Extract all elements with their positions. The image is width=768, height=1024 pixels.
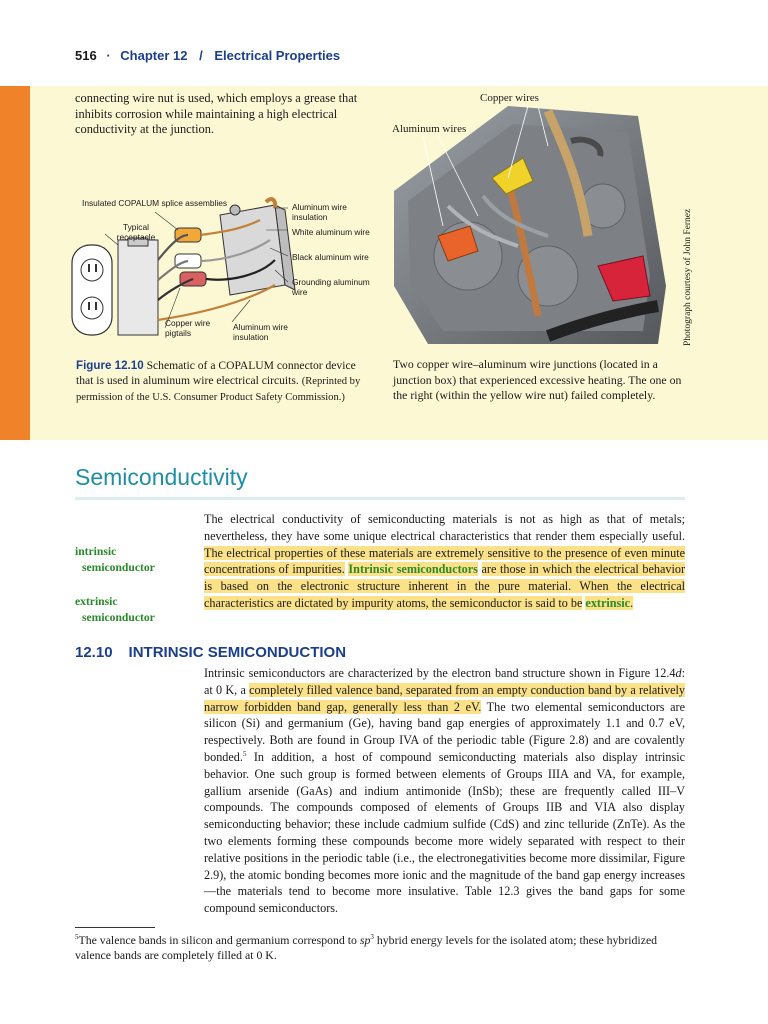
p1-period: . — [630, 595, 634, 610]
label-grounding: Grounding aluminum wire — [292, 277, 370, 297]
footnote-sup: 3 — [370, 933, 374, 942]
margin-term-intrinsic-semiconductor: semiconductor — [82, 561, 155, 574]
footnote-rule — [75, 927, 155, 928]
label-copper-pigtails: Copper wire pigtails — [165, 318, 211, 338]
chapter-title: Electrical Properties — [214, 48, 341, 63]
footnote-text-b: hybrid energy levels for the isolated atom; these hybridized valence bands are completely filled at 0 K. — [75, 933, 658, 962]
subsection-heading — [75, 644, 346, 661]
label-typical-receptacle: Typical receptacle — [116, 222, 156, 242]
figure-caption — [76, 358, 376, 405]
intro-paragraph: connecting wire nut is used, which employs a grease that inhibits corrosion while maintaining a high electrical conductivity at the junction. — [75, 91, 358, 136]
margin-term-intrinsic: intrinsic — [75, 545, 117, 558]
p2-figure-letter: d — [675, 666, 682, 680]
margin-term-extrinsic-semiconductor: semiconductor — [82, 611, 155, 624]
margin-term-extrinsic: extrinsic — [75, 595, 118, 608]
p1-highlight-b: The electrical properties of these materials are extremely sensitive to the presence of even minute concentrations of impurities. — [204, 545, 685, 577]
photo-caption: Two copper wire–aluminum wire junctions (located in a junction box) that experienced excessive heating. The one on the right (within the yellow wire nut) failed completely. — [393, 357, 682, 402]
footnote-mark: 5 — [75, 933, 79, 942]
section-title: Semiconductivity — [75, 464, 248, 490]
p1-text-a: The electrical conductivity of semiconducting materials is not as high as that of metals; nevertheless, they have some unique electrical characteristics that render them especially useful. — [204, 512, 685, 543]
p2-text-c: The two elemental semiconductors are silicon (Si) and germanium (Ge), having band gap energies of approximately 1.1 and 0.7 eV, respectively. Both are found in Group IVA of the periodic table (Figure 2.8) and are covalently bonded. — [204, 699, 685, 764]
figure-caption-text: Schematic of a COPALUM connector device that is used in aluminum wire electrical circuits. — [76, 359, 356, 387]
label-aluminum-wires: Aluminum wires — [392, 123, 467, 135]
p1-highlight-d: are those in which the electrical behavior is based on the electronic structure inherent in the pure material. When the electrical characteristics are dictated by impurity atoms, the semiconductor is said to be — [204, 562, 686, 610]
p1-term-extrinsic: extrinsic — [585, 595, 631, 610]
footnote — [75, 933, 685, 963]
p2-highlight: completely filled valence band, separated from an empty conduction band by a relatively narrow forbidden band gap, generally less than 2 eV. — [204, 682, 686, 714]
copalum-schematic — [70, 190, 370, 350]
label-copalum: Insulated COPALUM splice assemblies — [82, 198, 228, 208]
chapter-label: Chapter 12 — [120, 48, 188, 63]
subsection-title: INTRINSIC SEMICONDUCTION — [128, 644, 347, 661]
p2-text-e: In addition, a host of compound semiconducting materials also display intrinsic behavior. One such group is formed between elements of Groups IIIA and VA, for example, gallium arsenide (GaAs) and indium antimonide (InSb); these are frequently called III–V compounds. The compounds composed of elements of Groups IIB and VIA also display semiconducting behavior; these include cadmium sulfide (CdS) and zinc telluride (ZnTe). As the two elements forming these compounds become more widely separated with respect to their relative positions in the periodic table (i.e., the electronegativities become more dissimilar, Figure 2.9), the atomic bonding becomes more ionic and the magnitude of the band gap energy increases—the materials tend to become more insulative. Table 12.3 gives the band gaps for some compound semiconductors. — [204, 749, 685, 916]
running-header — [75, 48, 340, 63]
header-separator: · — [106, 48, 111, 63]
figure-source: (Reprinted by permission of the U.S. Consumer Product Safety Commission.) — [76, 376, 361, 403]
footnote-sp: sp — [359, 933, 371, 947]
intrinsic-paragraph — [204, 665, 685, 917]
p2-footnote-ref: 5 — [242, 749, 247, 758]
p2-text-a: Intrinsic semiconductors are characterized by the electron band structure shown in Figure 12.4 — [204, 666, 676, 680]
header-slash: / — [199, 48, 203, 63]
label-copper-wires: Copper wires — [480, 92, 539, 104]
page-number: 516 — [75, 48, 97, 63]
figure-number: Figure 12.10 — [76, 359, 144, 372]
label-aluminum-insulation: Aluminum wire insulation — [292, 202, 347, 222]
photo-credit — [672, 88, 693, 348]
photo-credit-text: Photograph courtesy of John Fernez — [683, 208, 693, 346]
semiconductivity-paragraph — [204, 511, 685, 612]
label-white-aluminum: White aluminum wire — [292, 227, 370, 237]
section-rule — [75, 497, 685, 500]
orange-margin-bar — [0, 86, 30, 440]
p2-text-b: : at 0 K, a — [204, 666, 685, 697]
p1-term-intrinsic: Intrinsic semiconductors — [348, 562, 478, 577]
label-aluminum-insulation-bottom: Aluminum wire insulation — [233, 322, 288, 342]
label-black-aluminum: Black aluminum wire — [292, 252, 369, 262]
footnote-text-a: The valence bands in silicon and germanium correspond to — [78, 933, 357, 947]
junction-box-photo — [388, 86, 670, 348]
subsection-number: 12.10 — [75, 644, 113, 661]
